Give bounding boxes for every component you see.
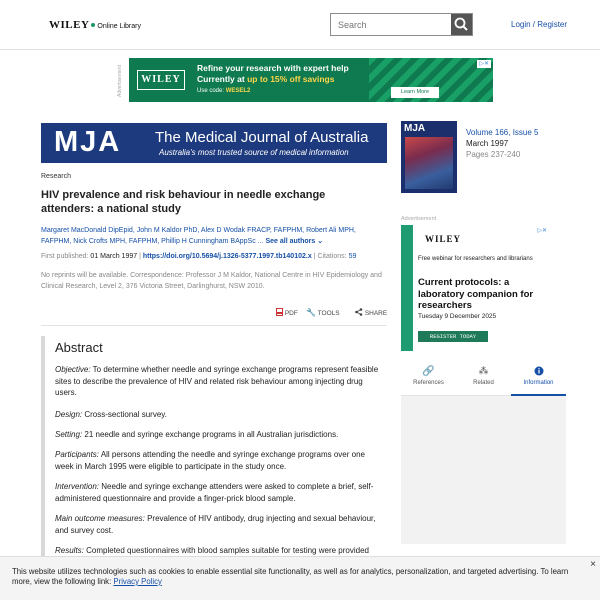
link-icon: 🔗	[422, 366, 435, 377]
wiley-online-library-logo[interactable]	[49, 19, 141, 31]
logo-subtitle: Online Library	[97, 23, 141, 30]
logo-dot	[91, 23, 95, 27]
ad-headline: Current protocols: a laboratory companion for researchers	[418, 277, 534, 311]
search-icon	[451, 14, 472, 35]
search-input[interactable]	[331, 14, 451, 35]
tab-panel	[401, 396, 566, 544]
cover-title: MJA	[404, 123, 426, 134]
side-advertisement[interactable]	[401, 225, 551, 351]
journal-abbr: MJA	[54, 126, 122, 158]
tab-related[interactable]: ⁂ Related	[456, 362, 511, 396]
publication-meta: First published: 01 March 1997 | https://doi.org/10.5694/j.1326-5377.1997.tb140102.x | Citations: 59	[41, 253, 357, 260]
adchoices-icon[interactable]: ▷✕	[479, 61, 489, 67]
cookie-text: This website utilizes technologies such as cookies to enable essential site functionality, as well as for analytics, personalization, and targeted advertising. To learn more, view the following link: Privacy Policy	[12, 567, 569, 586]
logo-wordmark: WILEY	[49, 19, 90, 31]
pdf-button[interactable]: PDF	[276, 308, 298, 317]
authors-text[interactable]: Margaret MacDonald DipEpid, John M Kaldor PhD, Alex D Wodak FRACP, FAFPHM, Robert Ali MPH, FAFPHM, Nick Crofts MPH, FAFPHM, Phillip H Cunningham BAppSc ...	[41, 227, 356, 245]
chevron-down-icon: ⌄	[317, 238, 324, 245]
register-today-button[interactable]: REGISTER TODAY	[418, 331, 488, 342]
tools-button[interactable]: 🔧 TOOLS	[306, 308, 340, 317]
adchoices-icon[interactable]: ▷✕	[537, 228, 547, 234]
share-icon	[355, 308, 363, 316]
article-title: HIV prevalence and risk behaviour in needle exchange attenders: a national study	[41, 189, 326, 215]
issue-cover-image[interactable]	[401, 121, 457, 193]
journal-banner[interactable]	[41, 123, 387, 163]
cookie-banner	[0, 556, 600, 600]
citations-link[interactable]: 59	[348, 253, 357, 260]
abstract-setting: Setting: 21 needle and syringe exchange programs in all Australian jurisdictions.	[55, 430, 339, 439]
ad-webinar-text: Free webinar for researchers and librarians	[418, 256, 533, 262]
abstract-results: Results: Completed questionnaires with blood samples suitable for testing were provided	[55, 546, 369, 555]
ad-learn-more-button[interactable]: Learn More	[391, 87, 439, 98]
login-register-link[interactable]: Login / Register	[511, 20, 568, 29]
abstract-design: Design: Cross-sectional survey.	[55, 410, 167, 419]
see-all-authors-button[interactable]: See all authors ⌄	[265, 238, 324, 245]
wrench-icon: 🔧	[306, 308, 316, 317]
privacy-policy-link[interactable]: Privacy Policy	[113, 577, 162, 586]
abstract-outcome: Main outcome measures: Prevalence of HIV antibody, drug injecting and sexual behaviour, and survey cost.	[55, 514, 376, 535]
top-advertisement[interactable]	[129, 58, 493, 102]
abstract-intervention: Intervention: Needle and syringe exchange attenders were asked to complete a brief, self-administered questionnaire and provide a finger-prick blood sample.	[55, 482, 374, 503]
doi-link[interactable]: https://doi.org/10.5694/j.1326-5377.1997.tb140102.x	[142, 253, 312, 260]
ad-wiley-logo: WILEY	[425, 234, 462, 244]
issue-info	[466, 127, 539, 160]
side-tabs	[401, 362, 566, 396]
ad-wiley-logo: WILEY	[137, 70, 185, 90]
abstract-objective: Objective: To determine whether needle and syringe exchange programs represent feasible sites to describe the prevalence of HIV and related risk behaviour among injecting drug users.	[55, 365, 379, 397]
first-published-date: 01 March 1997	[90, 253, 138, 260]
issue-volume-link[interactable]: Volume 166, Issue 5	[466, 128, 539, 137]
ad-headline: Refine your research with expert help	[197, 63, 349, 73]
author-list	[41, 225, 386, 247]
abstract-participants: Participants: All persons attending the needle and syringe exchange programs over one week in March 1995 were eligible to participate in the study once.	[55, 450, 365, 471]
abstract-section	[41, 336, 387, 566]
divider	[41, 325, 387, 326]
ad-label: Advertisement	[401, 216, 437, 222]
journal-tagline: Australia's most trusted source of medical information	[159, 148, 349, 157]
search-button[interactable]	[451, 14, 472, 35]
cover-art	[405, 137, 453, 189]
search-box	[330, 13, 473, 36]
article-type: Research	[41, 173, 71, 180]
ad-date: Tuesday 9 December 2025	[418, 313, 497, 320]
site-header	[0, 0, 600, 50]
ad-label: Advertisement	[117, 65, 123, 97]
pdf-icon	[276, 308, 283, 316]
tab-information[interactable]: Information	[511, 362, 566, 396]
share-button[interactable]: SHARE	[355, 308, 387, 317]
correspondence-note: No reprints will be available. Correspondence: Professor J M Kaldor, National Centre in HIV Epidemiology and Clinical Research, Level 2, 376 Victoria Street, Darlinghurst, NSW 2010.	[41, 272, 382, 290]
tab-references[interactable]: 🔗 References	[401, 362, 456, 396]
ad-code: Use code: WESEL2	[197, 88, 251, 94]
issue-date: March 1997	[466, 139, 509, 148]
info-icon	[511, 366, 566, 378]
close-icon[interactable]: ×	[590, 559, 596, 570]
journal-name: The Medical Journal of Australia	[155, 129, 369, 146]
ad-subheadline: Currently at up to 15% off savings	[197, 74, 335, 84]
related-icon: ⁂	[478, 366, 489, 377]
issue-pages: Pages 237-240	[466, 150, 521, 159]
abstract-heading: Abstract	[55, 340, 103, 355]
